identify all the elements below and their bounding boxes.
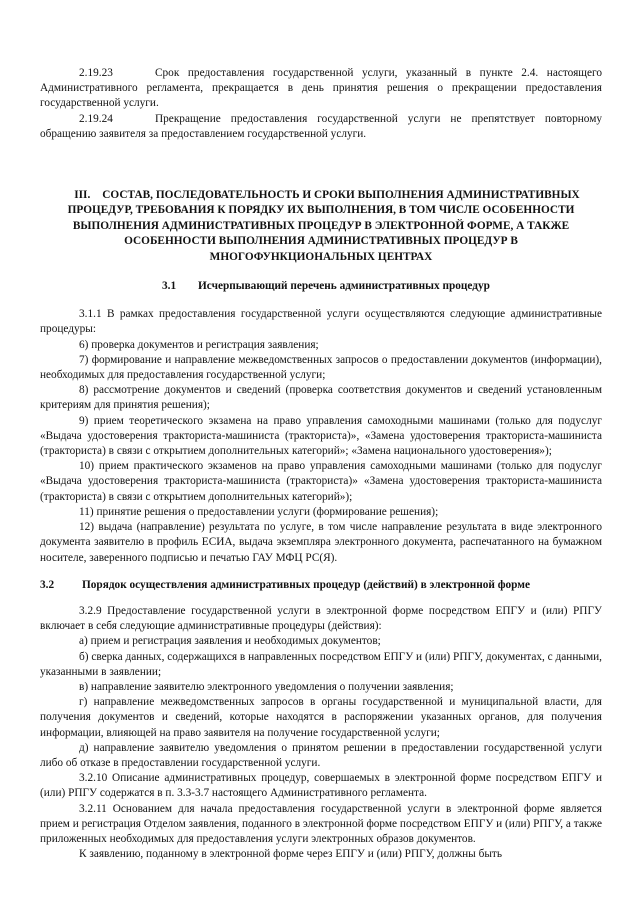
- spacer: [40, 142, 602, 188]
- paragraph: 3.2.10 Описание административных процедур, совершаемых в электронной форме посредством ЕПГУ и (или) РПГУ содержатся в п. 3.3-3.7 настоящего Административного регламента.: [40, 772, 602, 800]
- list-item: 7) формирование и направление межведомственных запросов о предоставлении документов (информации), необходимых для предоставления государственной услуги;: [40, 353, 602, 382]
- list-item: г) направление межведомственных запросов в органы государственной и муниципальной власти, для получения документов и сведений, которые находятся в распоряжении указанных органов, для получения информации, влияющей на право заявителя на получение государственной услуги;: [40, 696, 602, 739]
- paragraph: 3.2.9 Предоставление государственной услуги в электронной форме посредством ЕПГУ и (или) РПГУ включает в себя следующие административные процедуры (действия):: [40, 604, 602, 633]
- subsection-heading-3-1: [40, 279, 602, 294]
- section-heading: [46, 188, 596, 265]
- subsection-title: Исчерпывающий перечень административных процедур: [198, 280, 490, 293]
- list-item: 6) проверка документов и регистрация заявления;: [79, 338, 319, 351]
- subsection-heading-3-2: [40, 578, 602, 593]
- list-item: д) направление заявителю уведомления о принятом решении в предоставлении государственной услуги либо об отказе в предоставлении государственной услуги.: [40, 741, 602, 769]
- item-number: 2.19.24: [79, 112, 113, 125]
- paragraph: 3.1.1 В рамках предоставления государственной услуги осуществляются следующие административные процедуры:: [40, 308, 602, 336]
- subsection-title: Порядок осуществления административных процедур (действий) в электронной форме: [82, 578, 531, 591]
- list-item: 10) прием практического экзаменов на право управления самоходными машинами (только для подуслуг «Выдача удостоверения тракториста-машиниста (тракториста)» «Замена удостоверения тракториста-машиниста (тракториста) в связи с открытием дополнительных категорий»);: [40, 460, 602, 503]
- item-text: Прекращение предоставления государственной услуги не препятствует повторному обращению заявителя за предоставлением государственной услуги.: [40, 112, 602, 140]
- section-title: СОСТАВ, ПОСЛЕДОВАТЕЛЬНОСТЬ И СРОКИ ВЫПОЛНЕНИЯ АДМИНИСТРАТИВНЫХ ПРОЦЕДУР, ТРЕБОВАНИЯ К ПОРЯДКУ ИХ ВЫПОЛНЕНИЯ, В ТОМ ЧИСЛЕ ОСОБЕННОСТИ ВЫПОЛНЕНИЯ АДМИНИСТРАТИВНЫХ ПРОЦЕДУР В ЭЛЕКТРОННОЙ ФОРМЕ, А ТАКЖЕ ОСОБЕННОСТИ ВЫПОЛНЕНИЯ АДМИНИСТРАТИВНЫХ ПРОЦЕДУР В МНОГОФУНКЦИОНАЛЬНЫХ ЦЕНТРАХ: [67, 189, 580, 263]
- list-item: а) прием и регистрация заявления и необходимых документов;: [79, 635, 381, 648]
- list-item: в) направление заявителю электронного уведомления о получении заявления;: [79, 680, 454, 693]
- subsection-number: 3.2: [40, 578, 55, 591]
- list-item: 11) принятие решения о предоставлении услуги (формирование решения);: [79, 505, 439, 518]
- list-item: 8) рассмотрение документов и сведений (проверка соответствия документов и сведений установленным критериям для принятия решения);: [40, 384, 602, 412]
- list-item: 9) прием теоретического экзамена на право управления самоходными машинами (только для подуслуг «Выдача удостоверения тракториста-машиниста (тракториста)», «Замена удостоверения тракториста-машиниста (тракториста) в связи с открытием дополнительных категорий»; «Замена национального удостоверения»);: [40, 414, 602, 458]
- paragraph-2-19-24: [40, 112, 602, 142]
- paragraph-2-19-23: [40, 66, 602, 112]
- item-text: Срок предоставления государственной услуги, указанный в пункте 2.4. настоящего Административного регламента, прекращается в день принятия решения о прекращении предоставления государственной услуги.: [40, 67, 602, 110]
- item-number: 2.19.23: [79, 67, 113, 79]
- subsection-number: 3.1: [162, 280, 177, 293]
- list-item: 12) выдача (направление) результата по услуге, в том числе направление результата в виде электронного документа заявителю в профиль ЕСИА, выдача экземпляра электронного документа, распечатанного на бумажном носителе, заверенного подписью и печатью ГАУ МФЦ РС(Я).: [40, 521, 602, 564]
- section-roman-numeral: III.: [74, 189, 91, 202]
- paragraph: 3.2.11 Основанием для начала предоставления государственной услуги в электронной форме является прием и регистрация Отделом заявления, поданного в электронной форме посредством ЕПГУ и (или) РПГУ, а также приложенных необходимых для предоставления услуги электронных образов документов.: [40, 802, 602, 845]
- paragraph: К заявлению, поданному в электронной форме через ЕПГУ и (или) РПГУ, должны быть: [79, 848, 503, 861]
- list-item: б) сверка данных, содержащихся в направленных посредством ЕПГУ и (или) РПГУ, документах, с данными, указанными в заявлении;: [40, 650, 602, 678]
